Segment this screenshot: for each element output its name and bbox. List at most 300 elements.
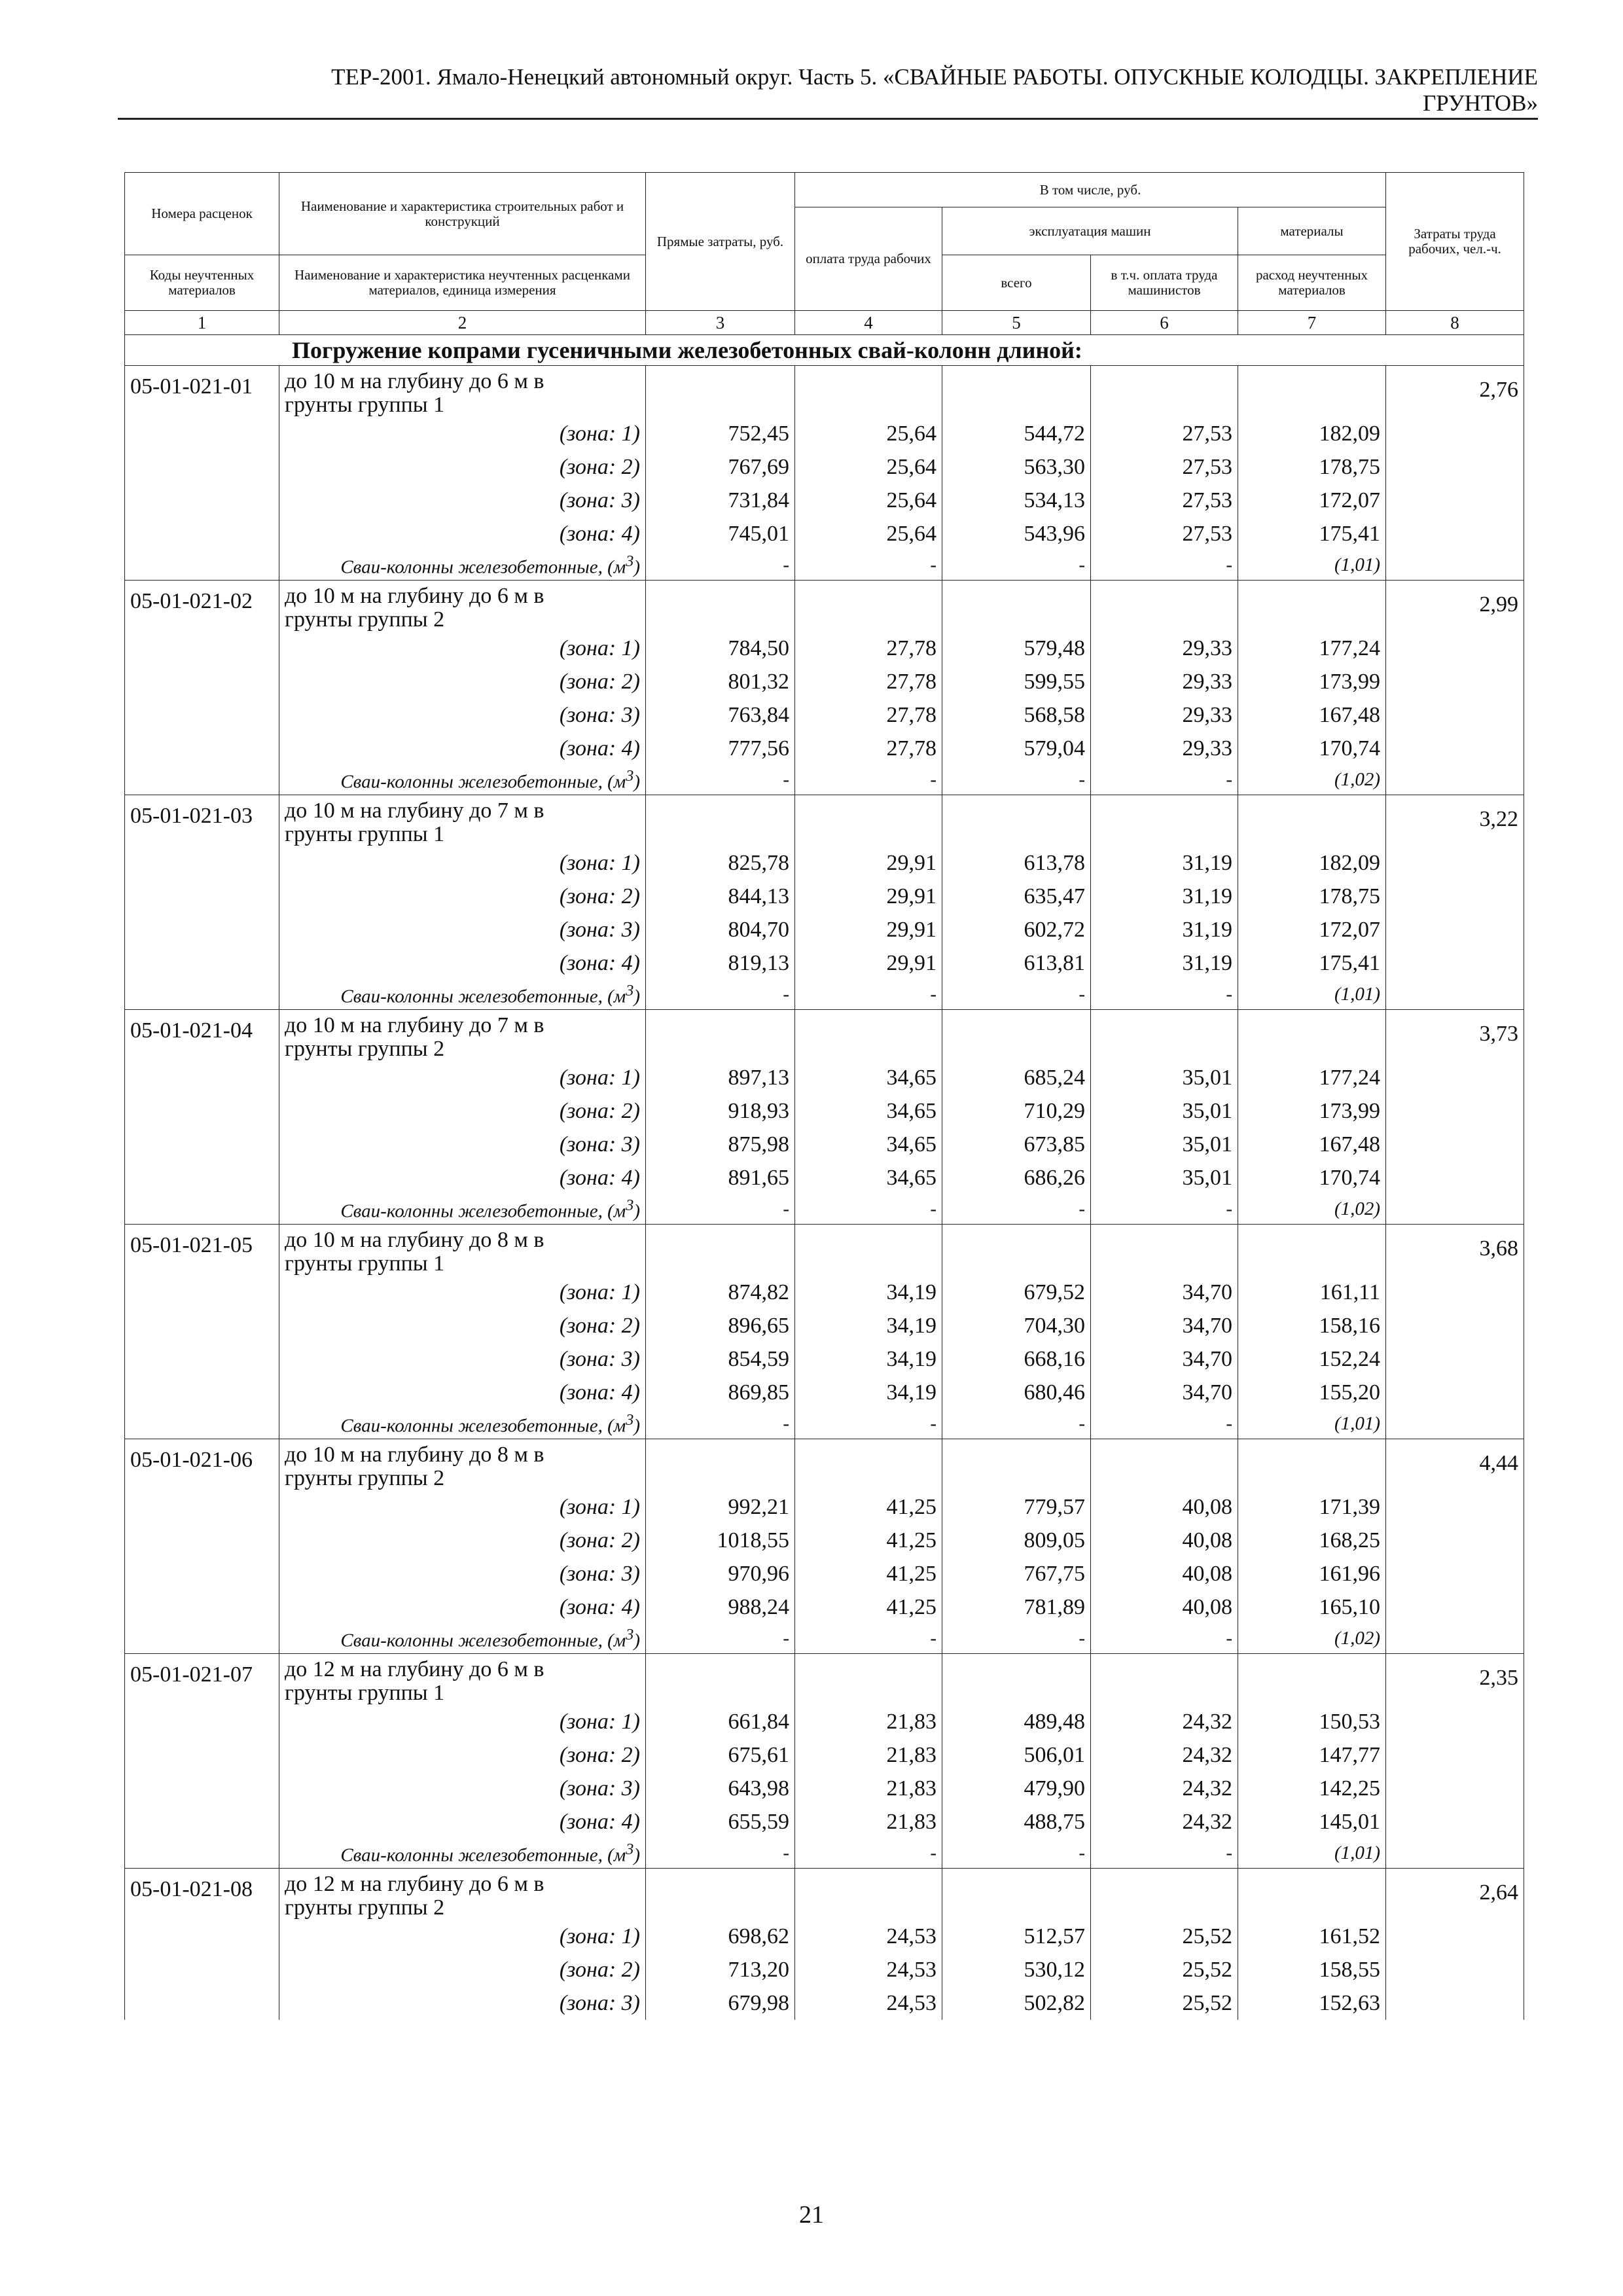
rate-code: 05-01-021-07 bbox=[125, 1654, 279, 1869]
column-number: 2 bbox=[279, 311, 646, 335]
operators-wage-value: 35,01 bbox=[1091, 1094, 1238, 1128]
material-quantity: (1,02) bbox=[1238, 1194, 1386, 1225]
material-name: Сваи-колонны железобетонные, (м bbox=[340, 1630, 626, 1651]
zone-label: (зона: 4) bbox=[279, 1590, 646, 1624]
material-quantity: (1,01) bbox=[1238, 550, 1386, 581]
material-name-cell bbox=[279, 1194, 646, 1225]
workers-wage-value: 21,83 bbox=[795, 1705, 942, 1738]
machines-total-value: 602,72 bbox=[942, 913, 1091, 946]
column-number: 3 bbox=[646, 311, 795, 335]
workers-wage-value: 21,83 bbox=[795, 1772, 942, 1805]
rate-entry-row bbox=[125, 1869, 1524, 1920]
operators-wage-value: 24,32 bbox=[1091, 1738, 1238, 1772]
empty-cell bbox=[1091, 366, 1238, 418]
material-unit-exponent: 3 bbox=[626, 1625, 634, 1643]
operators-wage-value: - bbox=[1091, 980, 1238, 1010]
zone-label: (зона: 1) bbox=[279, 632, 646, 665]
direct-costs-value: - bbox=[646, 550, 795, 581]
rate-entry-row bbox=[125, 581, 1524, 632]
materials-value: 178,75 bbox=[1238, 880, 1386, 913]
machines-total-value: 673,85 bbox=[942, 1128, 1091, 1161]
material-name-close: ) bbox=[633, 556, 640, 578]
zone-row bbox=[125, 1772, 1524, 1805]
header-material-names: Наименование и характеристика неучтенных расценками материалов, единица измерения bbox=[279, 255, 646, 311]
empty-cell bbox=[795, 795, 942, 847]
zone-label: (зона: 1) bbox=[279, 1276, 646, 1309]
workers-wage-value: 34,65 bbox=[795, 1094, 942, 1128]
empty-cell bbox=[646, 795, 795, 847]
machines-total-value: 488,75 bbox=[942, 1805, 1091, 1839]
direct-costs-value: 844,13 bbox=[646, 880, 795, 913]
materials-value: 177,24 bbox=[1238, 1061, 1386, 1094]
empty-cell bbox=[1091, 795, 1238, 847]
material-row bbox=[125, 765, 1524, 795]
empty-cell bbox=[1238, 1869, 1386, 1920]
workers-wage-value: 21,83 bbox=[795, 1738, 942, 1772]
zone-label: (зона: 2) bbox=[279, 665, 646, 698]
machines-total-value: 779,57 bbox=[942, 1490, 1091, 1524]
direct-costs-value: 745,01 bbox=[646, 517, 795, 550]
empty-cell bbox=[1091, 1225, 1238, 1276]
column-number: 7 bbox=[1238, 311, 1386, 335]
machines-total-value: 767,75 bbox=[942, 1557, 1091, 1590]
material-unit-exponent: 3 bbox=[626, 766, 634, 785]
materials-value: 155,20 bbox=[1238, 1376, 1386, 1409]
material-name-cell bbox=[279, 765, 646, 795]
machines-total-value: 613,81 bbox=[942, 946, 1091, 980]
zone-label: (зона: 3) bbox=[279, 1342, 646, 1376]
machines-total-value: 502,82 bbox=[942, 1986, 1091, 2020]
rate-title-line: грунты группы 1 bbox=[285, 1251, 445, 1276]
labor-costs: 2,64 bbox=[1386, 1869, 1524, 2020]
zone-label: (зона: 3) bbox=[279, 698, 646, 732]
direct-costs-value: 643,98 bbox=[646, 1772, 795, 1805]
zone-row bbox=[125, 1094, 1524, 1128]
machines-total-value: 479,90 bbox=[942, 1772, 1091, 1805]
direct-costs-value: 891,65 bbox=[646, 1161, 795, 1194]
material-quantity: (1,02) bbox=[1238, 1624, 1386, 1654]
header-labor-costs: Затраты труда рабочих, чел.-ч. bbox=[1386, 173, 1524, 311]
material-row bbox=[125, 1194, 1524, 1225]
empty-cell bbox=[1091, 581, 1238, 632]
column-numbers-row bbox=[125, 311, 1524, 335]
rate-code: 05-01-021-01 bbox=[125, 366, 279, 581]
direct-costs-value: 918,93 bbox=[646, 1094, 795, 1128]
direct-costs-value: - bbox=[646, 765, 795, 795]
workers-wage-value: 29,91 bbox=[795, 846, 942, 880]
rate-title-line: грунты группы 2 bbox=[285, 1466, 445, 1490]
material-name: Сваи-колонны железобетонные, (м bbox=[340, 986, 626, 1007]
direct-costs-value: 988,24 bbox=[646, 1590, 795, 1624]
direct-costs-value: 777,56 bbox=[646, 732, 795, 765]
workers-wage-value: - bbox=[795, 1624, 942, 1654]
materials-value: 158,16 bbox=[1238, 1309, 1386, 1342]
operators-wage-value: 25,52 bbox=[1091, 1953, 1238, 1986]
empty-cell bbox=[795, 581, 942, 632]
empty-cell bbox=[942, 1869, 1091, 1920]
zone-label: (зона: 1) bbox=[279, 846, 646, 880]
section-title: Погружение копрами гусеничными железобетонных свай-колонн длиной: bbox=[125, 335, 1524, 366]
operators-wage-value: 31,19 bbox=[1091, 880, 1238, 913]
machines-total-value: 568,58 bbox=[942, 698, 1091, 732]
rate-entry-row bbox=[125, 1654, 1524, 1706]
empty-cell bbox=[942, 1654, 1091, 1706]
direct-costs-value: 763,84 bbox=[646, 698, 795, 732]
rate-code: 05-01-021-03 bbox=[125, 795, 279, 1010]
direct-costs-value: 992,21 bbox=[646, 1490, 795, 1524]
zone-row bbox=[125, 665, 1524, 698]
direct-costs-value: 713,20 bbox=[646, 1953, 795, 1986]
machines-total-value: - bbox=[942, 550, 1091, 581]
zone-label: (зона: 4) bbox=[279, 1805, 646, 1839]
direct-costs-value: 804,70 bbox=[646, 913, 795, 946]
materials-value: 177,24 bbox=[1238, 632, 1386, 665]
material-name-cell bbox=[279, 1624, 646, 1654]
zone-label: (зона: 2) bbox=[279, 1738, 646, 1772]
machines-total-value: - bbox=[942, 1194, 1091, 1225]
header-materials: материалы bbox=[1238, 207, 1386, 255]
material-name-close: ) bbox=[633, 1630, 640, 1651]
column-number: 5 bbox=[942, 311, 1091, 335]
zone-label: (зона: 3) bbox=[279, 1128, 646, 1161]
workers-wage-value: 25,64 bbox=[795, 484, 942, 517]
machines-total-value: - bbox=[942, 980, 1091, 1010]
header-workers-wage: оплата труда рабочих bbox=[795, 207, 942, 311]
rate-code: 05-01-021-02 bbox=[125, 581, 279, 795]
direct-costs-value: 675,61 bbox=[646, 1738, 795, 1772]
machines-total-value: 579,04 bbox=[942, 732, 1091, 765]
machines-total-value: 685,24 bbox=[942, 1061, 1091, 1094]
materials-value: 145,01 bbox=[1238, 1805, 1386, 1839]
operators-wage-value: 35,01 bbox=[1091, 1128, 1238, 1161]
zone-label: (зона: 2) bbox=[279, 1953, 646, 1986]
rate-title-line: грунты группы 2 bbox=[285, 1037, 445, 1061]
materials-value: 173,99 bbox=[1238, 665, 1386, 698]
operators-wage-value: - bbox=[1091, 1839, 1238, 1869]
workers-wage-value: 34,65 bbox=[795, 1061, 942, 1094]
direct-costs-value: 1018,55 bbox=[646, 1524, 795, 1557]
zone-row bbox=[125, 1061, 1524, 1094]
empty-cell bbox=[1091, 1654, 1238, 1706]
page-number: 21 bbox=[799, 2201, 824, 2229]
empty-cell bbox=[1238, 1654, 1386, 1706]
empty-cell bbox=[1091, 1010, 1238, 1062]
material-quantity: (1,01) bbox=[1238, 980, 1386, 1010]
header-work-name: Наименование и характеристика строительных работ и конструкций bbox=[279, 173, 646, 255]
machines-total-value: - bbox=[942, 1624, 1091, 1654]
operators-wage-value: 25,52 bbox=[1091, 1986, 1238, 2020]
labor-costs: 2,35 bbox=[1386, 1654, 1524, 1869]
empty-cell bbox=[1238, 795, 1386, 847]
workers-wage-value: 34,19 bbox=[795, 1376, 942, 1409]
machines-total-value: 680,46 bbox=[942, 1376, 1091, 1409]
page-header-line-2: ГРУНТОВ» bbox=[1423, 90, 1538, 116]
workers-wage-value: 34,19 bbox=[795, 1342, 942, 1376]
material-name: Сваи-колонны железобетонные, (м bbox=[340, 556, 626, 578]
rate-title-line: грунты группы 1 bbox=[285, 1681, 445, 1705]
materials-value: 182,09 bbox=[1238, 417, 1386, 450]
operators-wage-value: 29,33 bbox=[1091, 698, 1238, 732]
operators-wage-value: 29,33 bbox=[1091, 732, 1238, 765]
zone-row bbox=[125, 732, 1524, 765]
header-operators-wage: в т.ч. оплата труда машинистов bbox=[1091, 255, 1238, 311]
operators-wage-value: - bbox=[1091, 765, 1238, 795]
column-number: 6 bbox=[1091, 311, 1238, 335]
workers-wage-value: 27,78 bbox=[795, 732, 942, 765]
operators-wage-value: 29,33 bbox=[1091, 665, 1238, 698]
materials-value: 167,48 bbox=[1238, 1128, 1386, 1161]
material-unit-exponent: 3 bbox=[626, 981, 634, 999]
empty-cell bbox=[942, 795, 1091, 847]
zone-label: (зона: 4) bbox=[279, 732, 646, 765]
rate-title-line: грунты группы 2 bbox=[285, 1895, 445, 1920]
material-name-cell bbox=[279, 1409, 646, 1439]
operators-wage-value: - bbox=[1091, 1409, 1238, 1439]
workers-wage-value: 24,53 bbox=[795, 1953, 942, 1986]
direct-costs-value: 679,98 bbox=[646, 1986, 795, 2020]
empty-cell bbox=[646, 1225, 795, 1276]
rate-title bbox=[279, 795, 646, 847]
rate-entry-row bbox=[125, 1439, 1524, 1491]
operators-wage-value: 34,70 bbox=[1091, 1309, 1238, 1342]
zone-label: (зона: 4) bbox=[279, 517, 646, 550]
zone-row bbox=[125, 1128, 1524, 1161]
rate-entry-row bbox=[125, 1010, 1524, 1062]
materials-value: 171,39 bbox=[1238, 1490, 1386, 1524]
operators-wage-value: 35,01 bbox=[1091, 1061, 1238, 1094]
zone-label: (зона: 1) bbox=[279, 1920, 646, 1953]
empty-cell bbox=[942, 1010, 1091, 1062]
empty-cell bbox=[646, 1654, 795, 1706]
machines-total-value: 668,16 bbox=[942, 1342, 1091, 1376]
workers-wage-value: 29,91 bbox=[795, 946, 942, 980]
direct-costs-value: 784,50 bbox=[646, 632, 795, 665]
empty-cell bbox=[795, 1869, 942, 1920]
direct-costs-value: 767,69 bbox=[646, 450, 795, 484]
machines-total-value: 512,57 bbox=[942, 1920, 1091, 1953]
material-name-close: ) bbox=[633, 1415, 640, 1437]
zone-row bbox=[125, 698, 1524, 732]
material-name-close: ) bbox=[633, 986, 640, 1007]
workers-wage-value: 34,19 bbox=[795, 1276, 942, 1309]
labor-costs: 2,99 bbox=[1386, 581, 1524, 795]
material-name-close: ) bbox=[633, 1200, 640, 1222]
direct-costs-value: 897,13 bbox=[646, 1061, 795, 1094]
machines-total-value: 686,26 bbox=[942, 1161, 1091, 1194]
workers-wage-value: 41,25 bbox=[795, 1490, 942, 1524]
empty-cell bbox=[942, 1439, 1091, 1491]
rate-title bbox=[279, 1010, 646, 1062]
labor-costs: 3,68 bbox=[1386, 1225, 1524, 1439]
machines-total-value: 489,48 bbox=[942, 1705, 1091, 1738]
operators-wage-value: 31,19 bbox=[1091, 946, 1238, 980]
material-unit-exponent: 3 bbox=[626, 552, 634, 570]
materials-value: 152,63 bbox=[1238, 1986, 1386, 2020]
workers-wage-value: 41,25 bbox=[795, 1557, 942, 1590]
zone-row bbox=[125, 1738, 1524, 1772]
materials-value: 161,52 bbox=[1238, 1920, 1386, 1953]
operators-wage-value: 27,53 bbox=[1091, 450, 1238, 484]
workers-wage-value: 27,78 bbox=[795, 632, 942, 665]
zone-label: (зона: 3) bbox=[279, 484, 646, 517]
empty-cell bbox=[1238, 1010, 1386, 1062]
page-header bbox=[118, 64, 1538, 120]
machines-total-value: 710,29 bbox=[942, 1094, 1091, 1128]
zone-row bbox=[125, 913, 1524, 946]
operators-wage-value: 34,70 bbox=[1091, 1376, 1238, 1409]
operators-wage-value: 40,08 bbox=[1091, 1524, 1238, 1557]
workers-wage-value: 41,25 bbox=[795, 1524, 942, 1557]
rate-title-line: до 12 м на глубину до 6 м в bbox=[285, 1872, 544, 1896]
rate-title bbox=[279, 1654, 646, 1706]
materials-value: 175,41 bbox=[1238, 946, 1386, 980]
materials-value: 150,53 bbox=[1238, 1705, 1386, 1738]
zone-row bbox=[125, 1490, 1524, 1524]
operators-wage-value: 31,19 bbox=[1091, 913, 1238, 946]
materials-value: 165,10 bbox=[1238, 1590, 1386, 1624]
zone-label: (зона: 1) bbox=[279, 1490, 646, 1524]
zone-row bbox=[125, 1161, 1524, 1194]
materials-value: 178,75 bbox=[1238, 450, 1386, 484]
workers-wage-value: 29,91 bbox=[795, 913, 942, 946]
rate-entry-row bbox=[125, 366, 1524, 418]
empty-cell bbox=[942, 366, 1091, 418]
rate-title bbox=[279, 581, 646, 632]
direct-costs-value: 801,32 bbox=[646, 665, 795, 698]
material-name: Сваи-колонны железобетонные, (м bbox=[340, 1415, 626, 1437]
machines-total-value: 543,96 bbox=[942, 517, 1091, 550]
materials-value: 161,96 bbox=[1238, 1557, 1386, 1590]
direct-costs-value: 661,84 bbox=[646, 1705, 795, 1738]
rate-title-line: до 10 м на глубину до 6 м в bbox=[285, 369, 544, 393]
material-name: Сваи-колонны железобетонные, (м bbox=[340, 1844, 626, 1866]
zone-row bbox=[125, 1986, 1524, 2020]
zone-label: (зона: 3) bbox=[279, 1772, 646, 1805]
empty-cell bbox=[795, 1225, 942, 1276]
direct-costs-value: 896,65 bbox=[646, 1309, 795, 1342]
zone-row bbox=[125, 1590, 1524, 1624]
zone-row bbox=[125, 517, 1524, 550]
direct-costs-value: 854,59 bbox=[646, 1342, 795, 1376]
empty-cell bbox=[1091, 1439, 1238, 1491]
operators-wage-value: 24,32 bbox=[1091, 1805, 1238, 1839]
page-header-line-1: ТЕР-2001. Ямало-Ненецкий автономный округ. Часть 5. «СВАЙНЫЕ РАБОТЫ. ОПУСКНЫЕ КОЛОДЦЫ. ЗАКРЕПЛЕНИЕ bbox=[331, 64, 1538, 90]
workers-wage-value: 24,53 bbox=[795, 1986, 942, 2020]
empty-cell bbox=[646, 1869, 795, 1920]
operators-wage-value: 27,53 bbox=[1091, 517, 1238, 550]
materials-value: 172,07 bbox=[1238, 484, 1386, 517]
material-row bbox=[125, 550, 1524, 581]
operators-wage-value: 25,52 bbox=[1091, 1920, 1238, 1953]
operators-wage-value: 29,33 bbox=[1091, 632, 1238, 665]
machines-total-value: 579,48 bbox=[942, 632, 1091, 665]
operators-wage-value: 34,70 bbox=[1091, 1276, 1238, 1309]
direct-costs-value: 869,85 bbox=[646, 1376, 795, 1409]
zone-label: (зона: 2) bbox=[279, 1309, 646, 1342]
zone-label: (зона: 4) bbox=[279, 1161, 646, 1194]
zone-row bbox=[125, 1309, 1524, 1342]
empty-cell bbox=[1238, 1439, 1386, 1491]
rate-title-line: до 10 м на глубину до 8 м в bbox=[285, 1228, 544, 1252]
zone-row bbox=[125, 880, 1524, 913]
material-name-cell bbox=[279, 1839, 646, 1869]
header-material-codes: Коды неучтенных материалов bbox=[125, 255, 279, 311]
rate-title-line: до 10 м на глубину до 7 м в bbox=[285, 798, 544, 823]
rate-title-line: грунты группы 2 bbox=[285, 607, 445, 632]
material-unit-exponent: 3 bbox=[626, 1410, 634, 1429]
material-unit-exponent: 3 bbox=[626, 1196, 634, 1214]
rate-code: 05-01-021-05 bbox=[125, 1225, 279, 1439]
zone-label: (зона: 4) bbox=[279, 946, 646, 980]
zone-row bbox=[125, 946, 1524, 980]
column-number: 4 bbox=[795, 311, 942, 335]
machines-total-value: 599,55 bbox=[942, 665, 1091, 698]
machines-total-value: 679,52 bbox=[942, 1276, 1091, 1309]
machines-total-value: 704,30 bbox=[942, 1309, 1091, 1342]
workers-wage-value: 27,78 bbox=[795, 665, 942, 698]
header-including: В том числе, руб. bbox=[795, 173, 1386, 207]
empty-cell bbox=[1091, 1869, 1238, 1920]
rate-title bbox=[279, 1869, 646, 1920]
materials-value: 173,99 bbox=[1238, 1094, 1386, 1128]
zone-row bbox=[125, 1953, 1524, 1986]
rate-title bbox=[279, 1439, 646, 1491]
workers-wage-value: 27,78 bbox=[795, 698, 942, 732]
workers-wage-value: - bbox=[795, 550, 942, 581]
operators-wage-value: 40,08 bbox=[1091, 1590, 1238, 1624]
zone-row bbox=[125, 450, 1524, 484]
rate-title-line: до 10 м на глубину до 7 м в bbox=[285, 1013, 544, 1037]
zone-label: (зона: 1) bbox=[279, 1061, 646, 1094]
zone-label: (зона: 3) bbox=[279, 913, 646, 946]
direct-costs-value: - bbox=[646, 980, 795, 1010]
machines-total-value: 563,30 bbox=[942, 450, 1091, 484]
rate-title-line: грунты группы 1 bbox=[285, 393, 445, 417]
machines-total-value: - bbox=[942, 1409, 1091, 1439]
header-materials-consumption: расход неучтенных материалов bbox=[1238, 255, 1386, 311]
rate-title-line: до 12 м на глубину до 6 м в bbox=[285, 1657, 544, 1681]
empty-cell bbox=[795, 1654, 942, 1706]
machines-total-value: 809,05 bbox=[942, 1524, 1091, 1557]
machines-total-value: - bbox=[942, 765, 1091, 795]
operators-wage-value: 40,08 bbox=[1091, 1557, 1238, 1590]
header-machine-operation: эксплуатация машин bbox=[942, 207, 1238, 255]
workers-wage-value: - bbox=[795, 1194, 942, 1225]
rate-entry-row bbox=[125, 1225, 1524, 1276]
materials-value: 170,74 bbox=[1238, 732, 1386, 765]
materials-value: 168,25 bbox=[1238, 1524, 1386, 1557]
zone-label: (зона: 4) bbox=[279, 1376, 646, 1409]
zone-row bbox=[125, 1705, 1524, 1738]
zone-label: (зона: 2) bbox=[279, 880, 646, 913]
workers-wage-value: 25,64 bbox=[795, 417, 942, 450]
operators-wage-value: 27,53 bbox=[1091, 417, 1238, 450]
direct-costs-value: 752,45 bbox=[646, 417, 795, 450]
zone-row bbox=[125, 632, 1524, 665]
zone-row bbox=[125, 484, 1524, 517]
direct-costs-value: 825,78 bbox=[646, 846, 795, 880]
material-row bbox=[125, 1409, 1524, 1439]
operators-wage-value: 24,32 bbox=[1091, 1705, 1238, 1738]
materials-value: 175,41 bbox=[1238, 517, 1386, 550]
materials-value: 158,55 bbox=[1238, 1953, 1386, 1986]
empty-cell bbox=[795, 366, 942, 418]
direct-costs-value: - bbox=[646, 1624, 795, 1654]
direct-costs-value: - bbox=[646, 1409, 795, 1439]
machines-total-value: 781,89 bbox=[942, 1590, 1091, 1624]
header-rate-numbers: Номера расценок bbox=[125, 173, 279, 255]
material-name: Сваи-колонны железобетонные, (м bbox=[340, 1200, 626, 1222]
